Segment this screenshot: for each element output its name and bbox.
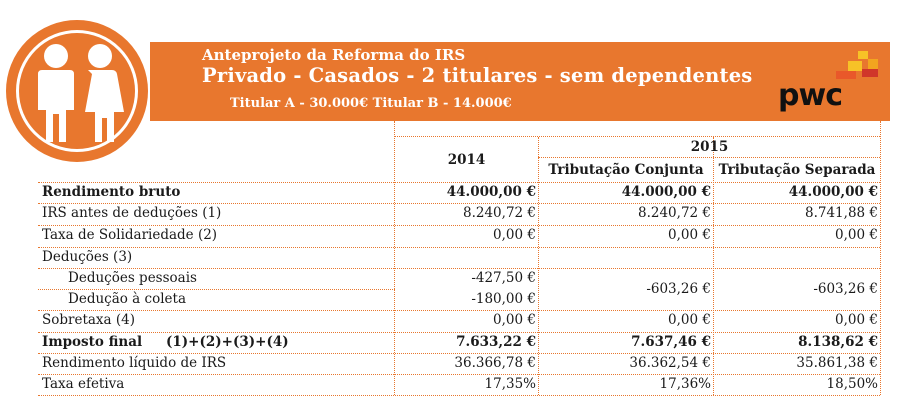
cell-separada: 44.000,00 € [788, 184, 878, 200]
row-label-taxa-solidariedade: Taxa de Solidariedade (2) [42, 227, 218, 243]
cell-2014: -180,00 € [471, 291, 536, 307]
cell-separada: 0,00 € [835, 227, 878, 243]
imposto-final-formula: (1)+(2)+(3)+(4) [166, 334, 289, 350]
cell-separada: 8.138,62 € [798, 334, 878, 350]
row-label-irs-antes-deducoes: IRS antes de deduções (1) [42, 205, 222, 221]
cell-2014: 36.366,78 € [454, 355, 536, 371]
banner-subtitle: Anteprojeto da Reforma do IRS [202, 46, 466, 64]
cell-separada-deducoes: -603,26 € [813, 281, 878, 297]
cell-conjunta: 0,00 € [668, 227, 711, 243]
cell-conjunta: 17,36% [659, 376, 711, 392]
cell-2014: -427,50 € [471, 270, 536, 286]
row-label-taxa-efetiva: Taxa efetiva [42, 376, 125, 392]
row-label-deducao-coleta: Dedução à coleta [68, 291, 186, 307]
cell-conjunta: 7.637,46 € [631, 334, 711, 350]
banner-title: Privado - Casados - 2 titulares - sem dependentes [202, 64, 753, 87]
row-label-imposto-final: Imposto final [42, 334, 143, 350]
col-header-tributacao-separada: Tributação Separada [718, 162, 876, 178]
pwc-logo: pwc [778, 78, 842, 113]
cell-2014: 0,00 € [493, 227, 536, 243]
cell-conjunta: 44.000,00 € [621, 184, 711, 200]
row-label-sobretaxa: Sobretaxa (4) [42, 312, 136, 328]
cell-2014: 0,00 € [493, 312, 536, 328]
cell-conjunta: 0,00 € [668, 312, 711, 328]
col-header-2015: 2015 [690, 139, 729, 155]
cell-separada: 8.741,88 € [805, 205, 878, 221]
cell-conjunta: 36.362,54 € [629, 355, 711, 371]
cell-separada: 35.861,38 € [796, 355, 878, 371]
cell-separada: 0,00 € [835, 312, 878, 328]
cell-conjunta-deducoes: -603,26 € [646, 281, 711, 297]
cell-separada: 18,50% [826, 376, 878, 392]
col-header-tributacao-conjunta: Tributação Conjunta [548, 162, 704, 178]
col-header-2014: 2014 [447, 152, 486, 168]
cell-2014: 7.633,22 € [456, 334, 536, 350]
row-label-deducoes-pessoais: Deduções pessoais [68, 270, 197, 286]
cell-2014: 8.240,72 € [463, 205, 536, 221]
row-label-rendimento-liquido: Rendimento líquido de IRS [42, 355, 227, 371]
banner-holders: Titular A - 30.000€ Titular B - 14.000€ [230, 96, 512, 111]
cell-2014: 44.000,00 € [446, 184, 536, 200]
row-label-deducoes: Deduções (3) [42, 249, 133, 265]
cell-conjunta: 8.240,72 € [638, 205, 711, 221]
row-label-rendimento-bruto: Rendimento bruto [42, 184, 181, 200]
cell-2014: 17,35% [484, 376, 536, 392]
